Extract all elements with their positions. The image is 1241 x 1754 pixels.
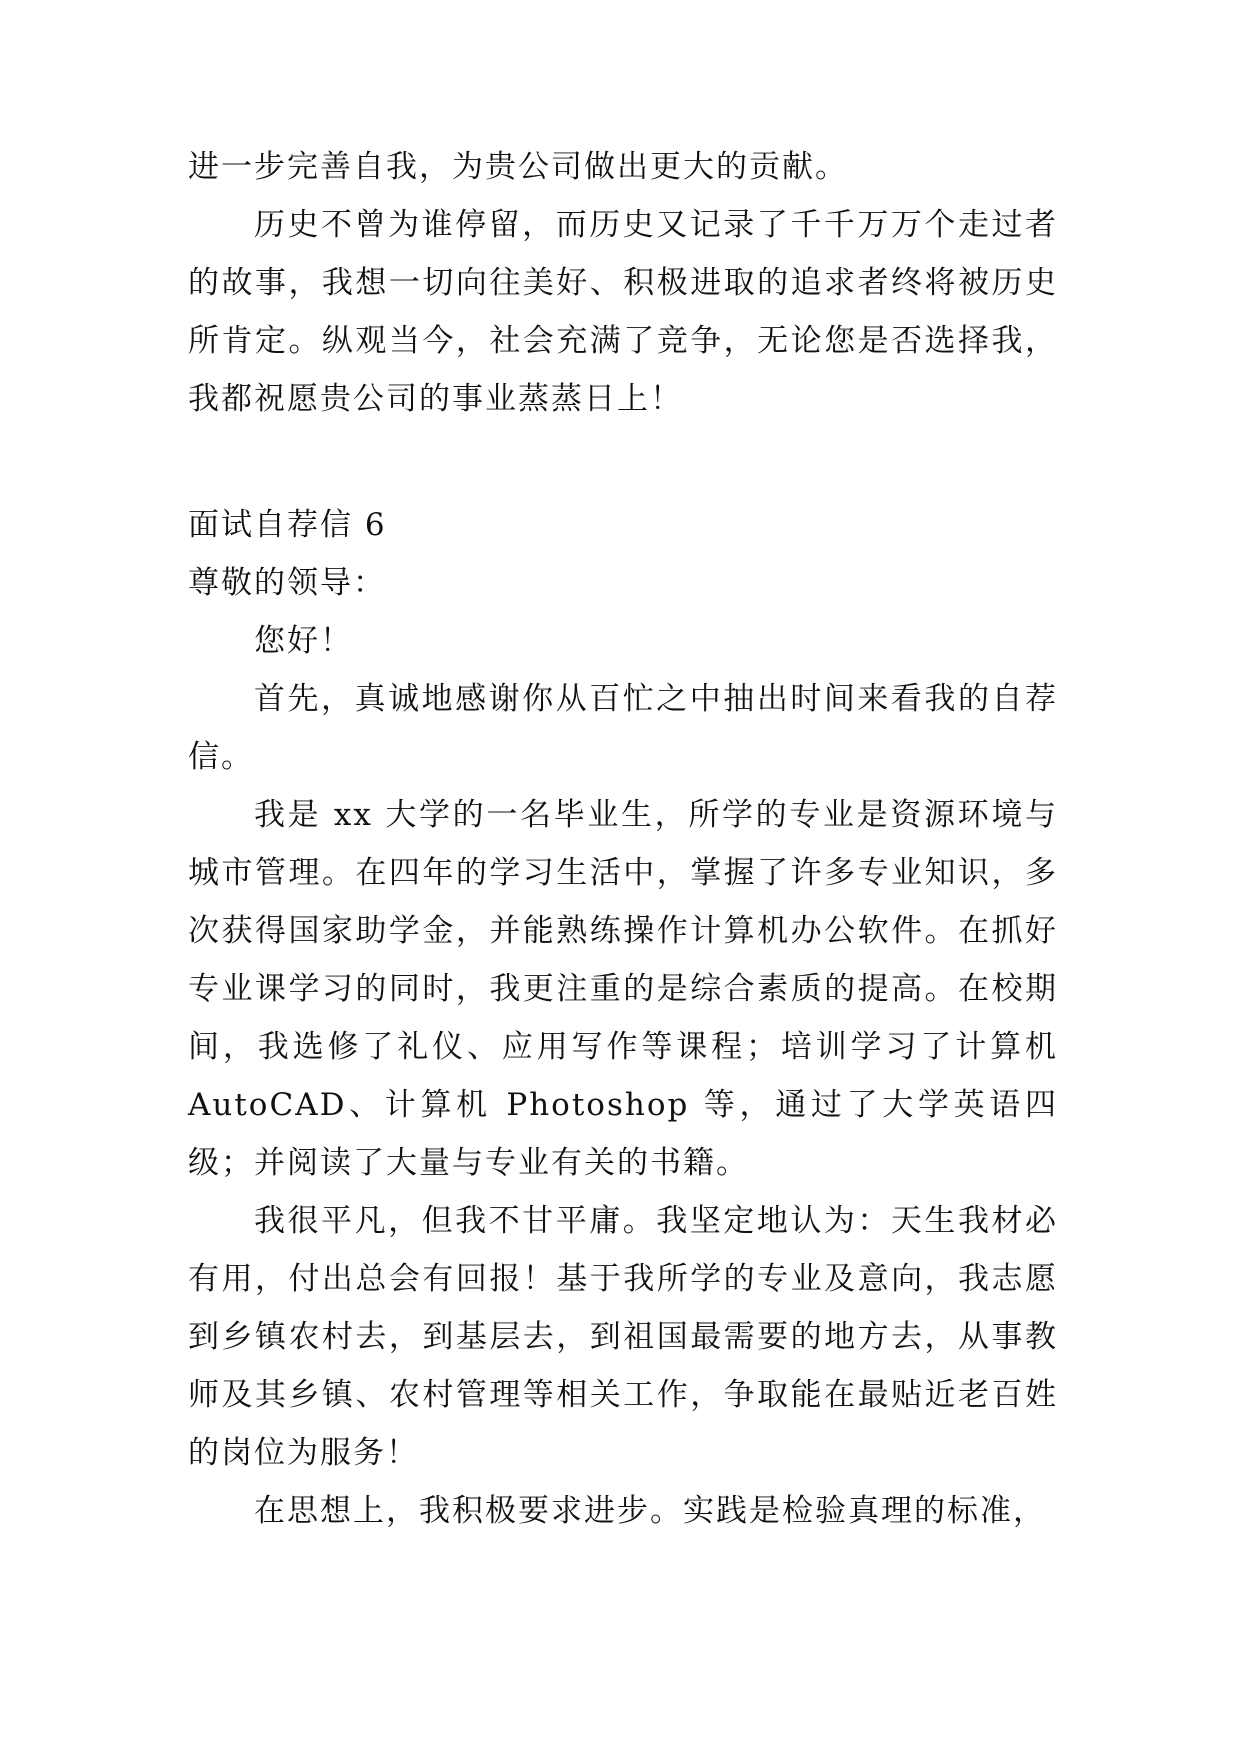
salutation: 尊敬的领导： (188, 565, 386, 601)
paragraph-aspiration: 我很平凡，但我不甘平庸。我坚定地认为：天生我材必有用，付出总会有回报！基于我所学的专业及意向，我志愿到乡镇农村去，到基层去，到祖国最需要的地方去，从事教师及其乡镇、农村管理等相关工作，争取能在最贴近老百姓的岗位为服务！ (188, 1203, 1058, 1471)
section-title: 面试自荐信 6 (188, 507, 387, 543)
paragraph-thought: 在思想上，我积极要求进步。实践是检验真理的标准， (254, 1493, 1046, 1529)
section-gap (188, 428, 1058, 496)
paragraph-thanks: 首先，真诚地感谢你从百忙之中抽出时间来看我的自荐信。 (188, 681, 1058, 775)
document-body (188, 138, 1058, 1540)
greeting: 您好！ (254, 623, 353, 659)
history-paragraph: 历史不曾为谁停留，而历史又记录了千千万万个走过者的故事，我想一切向往美好、积极进取的追求者终将被历史所肯定。纵观当今，社会充满了竞争，无论您是否选择我，我都祝愿贵公司的事业蒸蒸日上！ (188, 207, 1058, 417)
paragraph-education: 我是 xx 大学的一名毕业生，所学的专业是资源环境与城市管理。在四年的学习生活中，掌握了许多专业知识，多次获得国家助学金，并能熟练操作计算机办公软件。在抓好专业课学习的同时，我更注重的是综合素质的提高。在校期间，我选修了礼仪、应用写作等课程；培训学习了计算机 AutoCAD、计算机 Photoshop 等，通过了大学英语四级；并阅读了大量与专业有关的书籍。 (188, 797, 1058, 1181)
continuation-paragraph: 进一步完善自我，为贵公司做出更大的贡献。 (188, 149, 848, 185)
